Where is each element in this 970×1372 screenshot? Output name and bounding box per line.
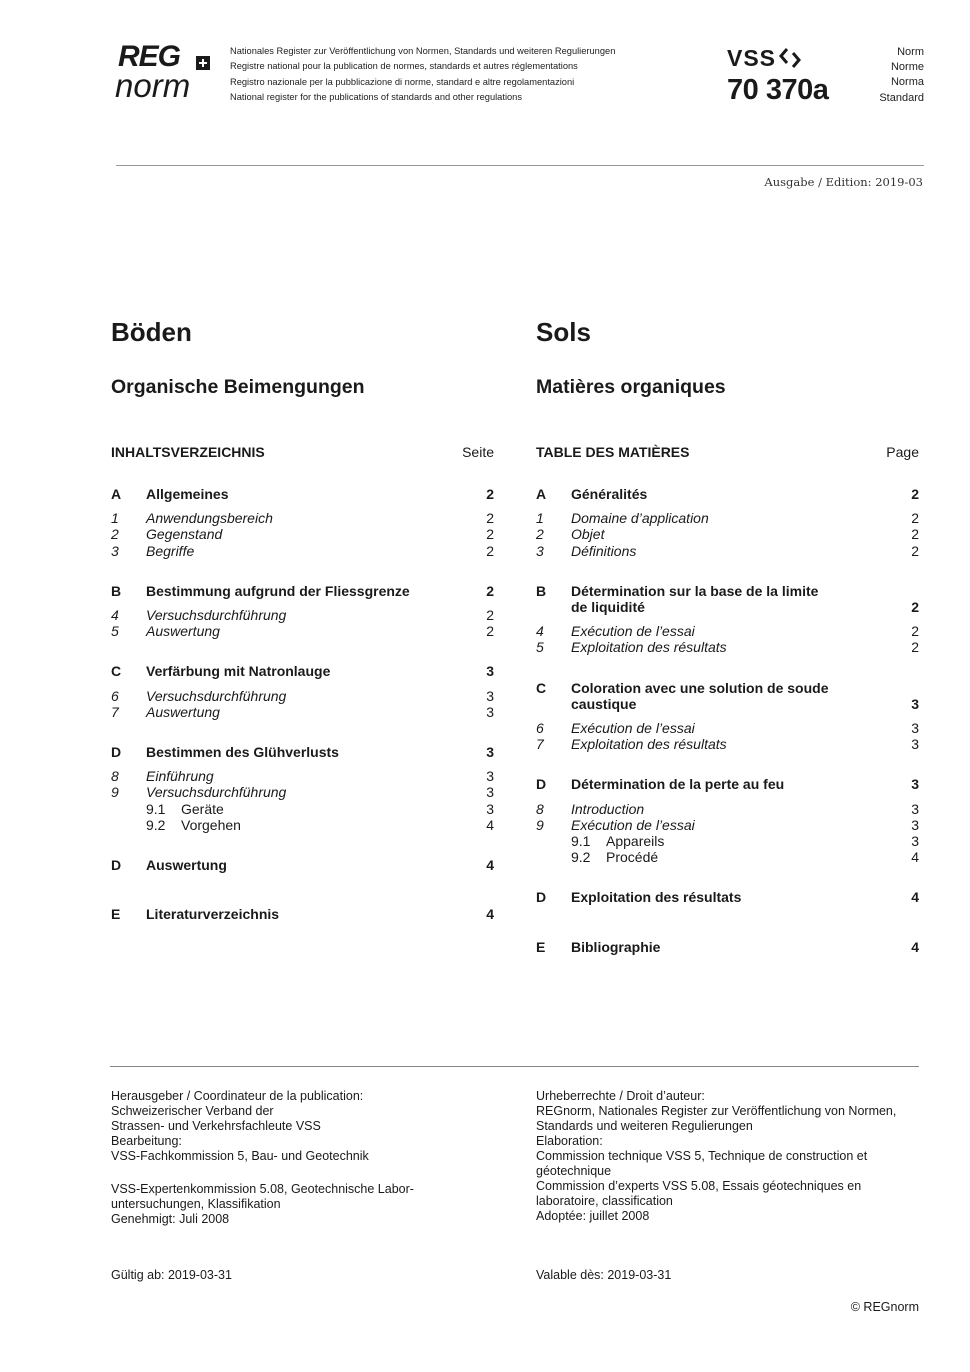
item-page: 3 — [911, 720, 919, 737]
item-page: 3 — [911, 816, 919, 833]
section-title: Détermination de la perte au feu — [571, 776, 785, 793]
toc-subitem[interactable] — [111, 817, 494, 833]
section-letter: E — [536, 938, 546, 955]
section-page: 4 — [911, 938, 919, 955]
toc-item[interactable] — [111, 688, 494, 704]
section-page: 3 — [911, 695, 919, 712]
item-title: Einführung — [146, 768, 214, 785]
item-number: 8 — [111, 768, 119, 785]
copyright-info: Urheberrechte / Droit d’auteur: REGnorm, Nationales Register zur Veröffentlichung von Normen, Standards und weiteren Regulierungen — [536, 1089, 897, 1133]
section-title: Verfärbung mit Natronlauge — [146, 663, 331, 680]
toc-section[interactable] — [536, 680, 919, 712]
item-title: Exécution de l’essai — [571, 623, 695, 640]
section-letter: A — [536, 486, 547, 502]
section-letter: C — [111, 663, 122, 680]
section-title: Généralités — [571, 486, 648, 502]
item-page: 2 — [911, 526, 919, 543]
register-line-en: National register for the publications of standards and other regulations — [230, 92, 522, 103]
toc-page-label: Page — [886, 444, 919, 460]
subitem-number: 9.1 — [146, 800, 166, 817]
section-title: Auswertung — [146, 857, 227, 874]
item-number: 3 — [536, 542, 544, 559]
toc-section[interactable] — [111, 663, 494, 679]
editing-info: Bearbeitung: VSS-Fachkommission 5, Bau- und Geotechnik — [111, 1134, 369, 1163]
item-title: Begriffe — [146, 542, 195, 559]
norm-word-en: Standard — [879, 91, 924, 104]
item-number: 6 — [536, 720, 544, 737]
item-number: 3 — [111, 542, 119, 559]
item-page: 3 — [486, 703, 494, 720]
toc-header — [111, 444, 494, 486]
item-title: Anwendungsbereich — [146, 510, 273, 527]
section-title: Allgemeines — [146, 486, 229, 502]
item-number: 4 — [536, 623, 544, 640]
toc-item[interactable] — [536, 817, 919, 833]
norm-word-de: Norm — [897, 46, 924, 58]
section-letter: C — [536, 679, 547, 696]
vss-logo-text: VSS — [727, 45, 777, 71]
toc-page-label: Seite — [462, 444, 494, 460]
item-title: Exécution de l’essai — [571, 720, 695, 737]
section-letter: B — [536, 582, 547, 599]
toc-item[interactable] — [536, 526, 919, 542]
toc-item[interactable] — [111, 784, 494, 800]
toc-subitem[interactable] — [536, 833, 919, 849]
title-fr: Sols — [536, 317, 591, 347]
toc-section[interactable] — [111, 486, 494, 502]
toc-section[interactable] — [536, 939, 919, 955]
section-page: 3 — [486, 663, 494, 680]
item-number: 5 — [111, 623, 119, 640]
footer-right — [536, 1089, 936, 1224]
section-title: Coloration avec une solution de soude caustique — [571, 679, 829, 712]
subitem-title: Vorgehen — [181, 816, 241, 833]
norm-type-labels — [879, 45, 924, 106]
toc-item[interactable] — [536, 510, 919, 526]
subitem-page: 3 — [911, 833, 919, 850]
toc-item[interactable] — [536, 720, 919, 736]
toc-heading: INHALTSVERZEICHNIS — [111, 444, 265, 460]
item-page: 2 — [486, 542, 494, 559]
item-number: 9 — [111, 784, 119, 801]
item-page: 2 — [911, 510, 919, 527]
toc-item[interactable] — [111, 543, 494, 559]
subtitle-fr: Matières organiques — [536, 376, 726, 398]
toc-header — [536, 444, 919, 486]
section-title: Literaturverzeichnis — [146, 906, 280, 923]
header-divider — [116, 165, 924, 166]
item-number: 7 — [111, 703, 119, 720]
toc-item[interactable] — [111, 510, 494, 526]
swiss-cross-icon — [196, 56, 210, 70]
item-number: 9 — [536, 816, 544, 833]
item-number: 7 — [536, 736, 544, 753]
subitem-page: 4 — [911, 849, 919, 866]
subtitle-de: Organische Beimengungen — [111, 376, 365, 398]
item-title: Versuchsdurchführung — [146, 687, 287, 704]
toc-section[interactable] — [111, 906, 494, 922]
register-line-de: Nationales Register zur Veröffentlichung von Normen, Standards und weiteren Regulierungen — [230, 46, 616, 56]
regnorm-logo-norm: norm — [115, 67, 191, 104]
register-line-fr: Registre national pour la publication de normes, standards et autres réglementations — [230, 61, 578, 72]
toc-item[interactable] — [111, 623, 494, 639]
toc-item[interactable] — [111, 768, 494, 784]
item-title: Objet — [571, 526, 605, 543]
item-title: Introduction — [571, 800, 645, 817]
subitem-title: Procédé — [606, 849, 659, 866]
item-page: 2 — [911, 639, 919, 656]
item-number: 4 — [111, 607, 119, 624]
regnorm-logo-reg: REG — [118, 40, 181, 73]
item-title: Gegenstand — [146, 526, 223, 543]
toc-subitem[interactable] — [111, 801, 494, 817]
toc-section[interactable] — [111, 583, 494, 599]
item-title: Définitions — [571, 542, 637, 559]
item-page: 3 — [486, 784, 494, 801]
section-title: Bestimmung aufgrund der Fliessgrenze — [146, 582, 410, 599]
toc-item[interactable] — [111, 704, 494, 720]
norm-word-it: Norma — [890, 76, 924, 89]
item-number: 1 — [536, 510, 544, 527]
toc-item[interactable] — [536, 623, 919, 639]
section-letter: E — [111, 906, 121, 923]
subitem-title: Geräte — [181, 800, 224, 817]
item-page: 3 — [911, 736, 919, 753]
register-description — [230, 44, 615, 106]
toc-item[interactable] — [111, 526, 494, 542]
item-title: Domaine d’application — [571, 510, 709, 527]
item-title: Auswertung — [146, 703, 220, 720]
section-page: 4 — [486, 906, 494, 923]
adopted-info: Adoptée: juillet 2008 — [536, 1209, 650, 1223]
subitem-number: 9.1 — [571, 833, 591, 850]
item-number: 1 — [111, 510, 119, 527]
item-title: Versuchsdurchführung — [146, 784, 287, 801]
item-number: 2 — [111, 526, 119, 543]
item-number: 5 — [536, 639, 544, 656]
title-de: Böden — [111, 317, 192, 347]
section-letter: D — [111, 744, 122, 761]
edition-label: Ausgabe / Edition: 2019-03 — [764, 175, 923, 189]
section-letter: A — [111, 486, 122, 502]
subitem-number: 9.2 — [146, 816, 166, 833]
item-number: 6 — [111, 687, 119, 704]
toc-item[interactable] — [536, 639, 919, 655]
item-page: 2 — [486, 526, 494, 543]
toc-section[interactable] — [111, 857, 494, 873]
section-letter: B — [111, 582, 122, 599]
toc-section[interactable] — [111, 744, 494, 760]
approved-info: Genehmigt: Juli 2008 — [111, 1212, 230, 1226]
section-title: Exploitation des résultats — [571, 889, 742, 906]
item-title: Exécution de l’essai — [571, 816, 695, 833]
section-page: 2 — [486, 486, 494, 502]
section-page: 2 — [486, 582, 494, 599]
section-letter: D — [536, 776, 547, 793]
subitem-title: Appareils — [606, 833, 665, 850]
section-title: Détermination sur la base de la limite de liquidité — [571, 582, 819, 616]
item-title: Auswertung — [146, 623, 220, 640]
toc-de — [111, 444, 494, 922]
valid-from-de: Gültig ab: 2019-03-31 — [111, 1268, 232, 1282]
item-title: Exploitation des résultats — [571, 736, 727, 753]
footer-divider — [110, 1066, 919, 1067]
toc-section[interactable] — [536, 776, 919, 792]
section-letter: D — [111, 857, 122, 874]
experts-info-fr: Commission d’experts VSS 5.08, Essais géotechniques en laboratoire, classification — [536, 1179, 862, 1208]
item-title: Versuchsdurchführung — [146, 607, 287, 624]
item-page: 2 — [486, 623, 494, 640]
item-page: 2 — [486, 607, 494, 624]
section-page: 4 — [486, 857, 494, 874]
toc-item[interactable] — [111, 607, 494, 623]
toc-fr — [536, 444, 919, 955]
section-letter: D — [536, 889, 547, 906]
norm-number: 70 370a — [727, 74, 829, 106]
register-line-it: Registro nazionale per la pubblicazione di norme, standard e altre regolamentazioni — [230, 76, 575, 87]
vss-logo — [727, 44, 803, 72]
toc-subitem[interactable] — [536, 849, 919, 865]
vss-chevron-icon — [779, 47, 803, 69]
footer-left-2 — [111, 1182, 511, 1227]
section-page: 3 — [486, 744, 494, 761]
item-number: 2 — [536, 526, 544, 543]
toc-item[interactable] — [536, 736, 919, 752]
footer-left — [111, 1089, 511, 1164]
subitem-number: 9.2 — [571, 849, 591, 866]
toc-section[interactable] — [536, 583, 919, 615]
norm-word-fr: Norme — [890, 61, 924, 74]
section-page: 4 — [911, 889, 919, 906]
item-page: 2 — [911, 623, 919, 640]
toc-item[interactable] — [536, 801, 919, 817]
item-number: 8 — [536, 800, 544, 817]
publisher-info: Herausgeber / Coordinateur de la publication: Schweizerischer Verband der Strassen- und Verkehrsfachleute VSS — [111, 1089, 364, 1133]
item-page: 3 — [911, 800, 919, 817]
section-title: Bibliographie — [571, 938, 661, 955]
toc-heading: TABLE DES MATIÈRES — [536, 444, 690, 460]
copyright-mark: © REGnorm — [850, 1300, 919, 1314]
section-page: 2 — [911, 599, 919, 616]
experts-info: VSS-Expertenkommission 5.08, Geotechnische Labor- untersuchungen, Klassifikation — [111, 1182, 414, 1211]
toc-section[interactable] — [536, 889, 919, 905]
item-page: 3 — [486, 768, 494, 785]
item-page: 2 — [911, 542, 919, 559]
section-page: 3 — [911, 776, 919, 793]
toc-section[interactable] — [536, 486, 919, 502]
item-page: 2 — [486, 510, 494, 527]
section-title: Bestimmen des Glühverlusts — [146, 744, 339, 761]
toc-item[interactable] — [536, 543, 919, 559]
item-page: 3 — [486, 687, 494, 704]
subitem-page: 4 — [486, 816, 494, 833]
subitem-page: 3 — [486, 800, 494, 817]
elaboration-info: Elaboration: Commission technique VSS 5, Technique de construction et géotechnique — [536, 1134, 868, 1178]
valid-from-fr: Valable dès: 2019-03-31 — [536, 1268, 672, 1282]
item-title: Exploitation des résultats — [571, 639, 727, 656]
section-page: 2 — [911, 486, 919, 502]
